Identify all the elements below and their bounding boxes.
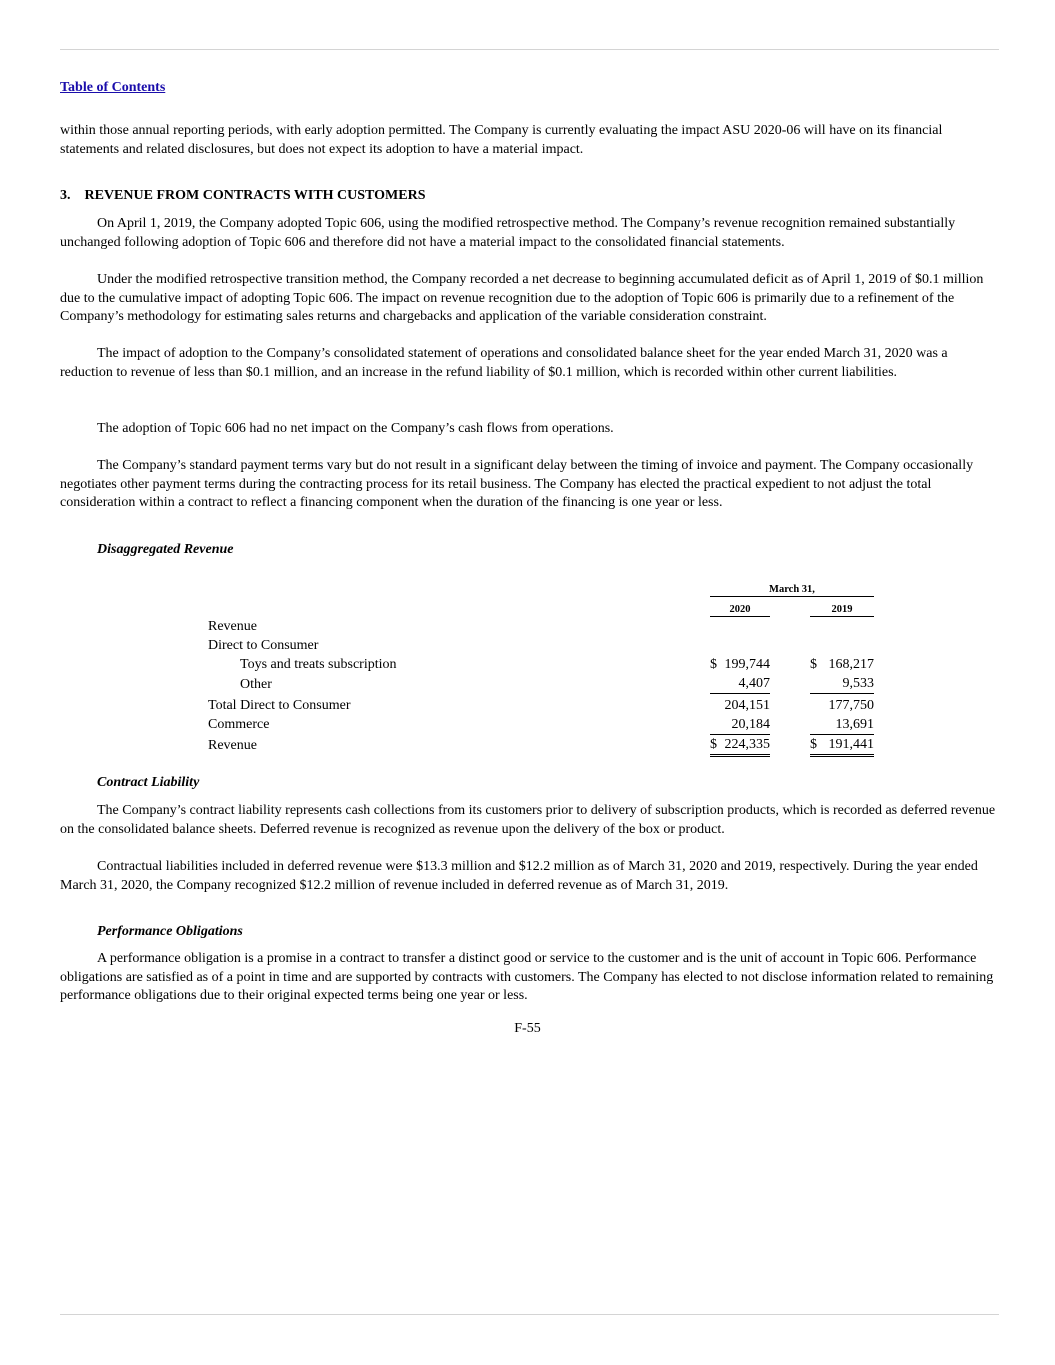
- disaggregated-revenue-title: Disaggregated Revenue: [97, 542, 234, 557]
- column-header-2020: 2020: [710, 597, 770, 617]
- performance-obligations-title: Performance Obligations: [97, 924, 243, 939]
- paragraph-payment-terms: The Company’s standard payment terms vary but do not result in a significant delay between the timing of invoice and payment. The Company occasionally negotiates other payment terms during the contracting process for its retail business. The Company has elected the practical expedient to not adjust the total consideration within a contract to reflect a financing component when the duration of the financing is one year or less.: [60, 458, 974, 510]
- table-row: [208, 715, 874, 735]
- dollar-sign: $: [710, 736, 717, 752]
- paragraph-transition: Under the modified retrospective transition method, the Company recorded a net decrease to beginning accumulated deficit as of April 1, 2019 of $0.1 million due to the cumulative impact of adopting Topic 606. The impact on revenue recognition due to the adoption of Topic 606 is primarily due to a refinement of the Company’s methodology for estimating sales returns and chargebacks and application of the variable consideration constraint.: [60, 272, 984, 324]
- section-heading: 3. REVENUE FROM CONTRACTS WITH CUSTOMERS: [60, 188, 426, 203]
- table-row: [208, 655, 874, 674]
- value-2020: 20,184: [710, 715, 770, 735]
- page-number: F-55: [514, 1021, 541, 1036]
- value-2020: 4,407: [710, 674, 770, 694]
- table-row: [208, 636, 874, 655]
- row-label-total-dtc: Total Direct to Consumer: [208, 697, 351, 713]
- row-label-direct-to-consumer: Direct to Consumer: [208, 638, 319, 653]
- table-row: [208, 617, 874, 637]
- table-of-contents-link[interactable]: Table of Contents: [60, 80, 166, 95]
- row-label-toys-treats: Toys and treats subscription: [240, 657, 397, 672]
- table-period-header-row: [208, 577, 874, 597]
- value-2020: 224,335: [724, 736, 770, 752]
- disaggregated-revenue-table: [208, 577, 874, 757]
- top-divider: [60, 49, 999, 50]
- dollar-sign: $: [810, 657, 817, 672]
- bottom-divider: [60, 1314, 999, 1315]
- row-label-commerce: Commerce: [208, 717, 270, 732]
- value-2019: 13,691: [810, 715, 874, 735]
- intro-paragraph: within those annual reporting periods, with early adoption permitted. The Company is currently evaluating the impact ASU 2020-06 will have on its financial statements and related disclosures, but does not expect its adoption to have a material impact.: [60, 123, 943, 157]
- value-2019: 191,441: [828, 736, 874, 752]
- dollar-sign: $: [710, 657, 717, 672]
- table-year-header-row: [208, 597, 874, 617]
- value-2019: 177,750: [828, 697, 874, 713]
- table-row: [208, 734, 874, 755]
- paragraph-contract-liability: The Company’s contract liability represents cash collections from its customers prior to delivery of subscription products, which is recorded as deferred revenue on the consolidated balance sheets. Deferred revenue is recognized as revenue upon the delivery of the box or product.: [60, 803, 996, 837]
- column-header-2019: 2019: [810, 597, 874, 617]
- paragraph-impact: The impact of adoption to the Company’s consolidated statement of operations and consolidated balance sheet for the year ended March 31, 2020 was a reduction to revenue of less than $0.1 million, and an increase in the refund liability of $0.1 million, which is recorded within other current liabilities.: [60, 346, 948, 380]
- period-header: March 31,: [710, 577, 874, 597]
- row-label-other: Other: [240, 676, 272, 692]
- value-2020: 199,744: [724, 657, 770, 672]
- row-label-revenue-total: Revenue: [208, 738, 257, 753]
- dollar-sign: $: [810, 736, 817, 752]
- paragraph-cash-flows: The adoption of Topic 606 had no net impact on the Company’s cash flows from operations.: [97, 421, 614, 436]
- paragraph-contractual-liabilities: Contractual liabilities included in deferred revenue were $13.3 million and $12.2 million as of March 31, 2020 and 2019, respectively. During the year ended March 31, 2020, the Company recognized $12.2 million of revenue included in deferred revenue as of March 31, 2019.: [60, 859, 978, 893]
- value-2020: 204,151: [724, 697, 770, 713]
- value-2019: 9,533: [810, 674, 874, 694]
- row-label-revenue-heading: Revenue: [208, 619, 257, 634]
- paragraph-adoption: On April 1, 2019, the Company adopted Topic 606, using the modified retrospective method. The Company’s revenue recognition remained substantially unchanged following adoption of Topic 606 and therefore did not have a material impact to the consolidated financial statements.: [60, 216, 956, 250]
- paragraph-performance-obligations: A performance obligation is a promise in a contract to transfer a distinct good or service to the customer and is the unit of account in Topic 606. Performance obligations are satisfied as of a point in time and are supported by contracts with customers. The Company has elected to not disclose information related to remaining performance obligations due to their original expected terms being one year or less.: [60, 951, 994, 1003]
- value-2019: 168,217: [828, 657, 874, 672]
- table-row: [208, 694, 874, 715]
- table-row: [208, 674, 874, 694]
- contract-liability-title: Contract Liability: [97, 775, 200, 790]
